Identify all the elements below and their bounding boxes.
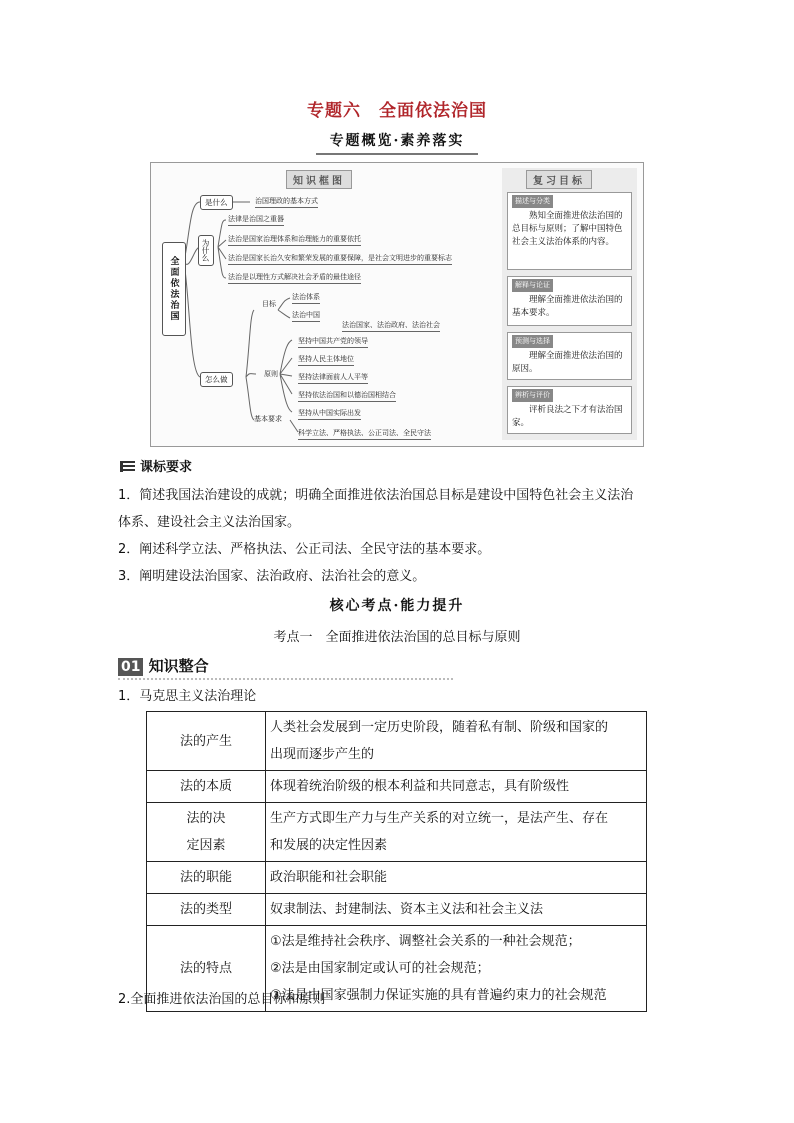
principle-item: 坚持人民主体地位 [298,354,354,366]
section-badge: 01 [118,658,143,676]
overview-banner-text: 专题概览·素养落实 [316,130,479,155]
basic-item: 科学立法、严格执法、公正司法、全民守法 [298,428,431,440]
table-row [147,862,647,894]
standards-heading [120,456,192,475]
table-value-line: 生产方式即生产力与生产关系的对立统一，是法产生、存在 [270,811,609,826]
table-value-cell [266,771,647,803]
table-value-line: 和发展的决定性因素 [270,838,388,853]
table-value-line: 奴隶制法、封建制法、资本主义法和社会主义法 [270,902,544,917]
goal-card [507,276,632,326]
what-item: 治国理政的基本方式 [255,196,318,208]
table-key-cell: 法的类型 [147,894,266,926]
table-key-cell: 法的产生 [147,712,266,771]
goal-card [507,192,632,270]
goal-card-text: 理解全面推进依法治国的基本要求。 [512,295,623,318]
principle-label: 原则 [264,370,278,378]
goal-card [507,386,632,434]
standards-heading-text: 课标要求 [140,460,193,475]
what-node: 是什么 [200,195,233,210]
table-row [147,894,647,926]
table-row [147,712,647,771]
goal-item: 法治体系 [292,292,320,304]
basic-label: 基本要求 [254,415,282,423]
table-value-cell [266,803,647,862]
table-value-line: ③法是由国家强制力保证实施的具有普遍约束力的社会规范 [270,988,607,1003]
why-item: 法治是国家治理体系和治理能力的重要依托 [228,234,361,246]
core-banner: 核心考点·能力提升 [329,598,465,614]
goal-card-tag: 描述与分类 [512,195,553,208]
why-item: 法治是以理性方式解决社会矛盾的最佳途径 [228,272,361,284]
table-value-line: 政治职能和社会职能 [270,870,388,885]
goal-card-text: 评析良法之下才有法治国家。 [512,405,623,428]
goals-tab: 复习目标 [526,170,592,189]
table-value-line: 人类社会发展到一定历史阶段，随着私有制、阶级和国家的 [270,720,609,735]
table-key-cell: 法的决 定因素 [147,803,266,862]
framework-tab: 知识框图 [286,170,352,189]
knowledge-section-header [118,655,453,680]
standard-item: 2．阐述科学立法、严格执法、公正司法、全民守法的基本要求。 [118,542,491,557]
standard-item: 体系、建设社会主义法治国家。 [118,515,301,530]
how-node: 怎么做 [200,372,233,387]
framework-root: 全面依法治国 [162,242,186,336]
table-key-cell: 法的特点 [147,926,266,1012]
standards-list [118,482,678,590]
why-item: 法治是国家长治久安和繁荣发展的重要保障，是社会文明进步的重要标志 [228,253,452,265]
goal-card-tag: 解释与论证 [512,279,553,292]
law-theory-table [146,711,647,1012]
principle-item: 坚持从中国实际出发 [298,408,361,420]
table-value-line: ②法是由国家制定或认可的社会规范； [270,961,490,976]
table-row [147,803,647,862]
standard-item: 1．简述我国法治建设的成就；明确全面推进依法治国总目标是建设中国特色社会主义法治 [118,488,634,503]
table-value-line: 体现着统治阶级的根本利益和共同意志，具有阶级性 [270,779,570,794]
page-title: 专题六 全面依法治国 [307,101,487,121]
why-item: 法律是治国之重器 [228,214,284,226]
goal-card-text: 理解全面推进依法治国的原因。 [512,351,623,374]
goal-card-tag: 预测与选择 [512,335,553,348]
table-value-cell [266,712,647,771]
goal-label: 目标 [262,300,276,308]
list-heading: 2.全面推进依法治国的总目标和原则 [118,992,326,1007]
goal-card-text: 熟知全面推进依法治国的总目标与原则；了解中国特色社会主义法治体系的内容。 [512,211,623,247]
table-value-cell [266,862,647,894]
exam-point-title: 考点一 全面推进依法治国的总目标与原则 [273,630,521,645]
standard-item: 3．阐明建设法治国家、法治政府、法治社会的意义。 [118,569,426,584]
principle-item: 坚持依法治国和以德治国相结合 [298,390,396,402]
goal-card-tag: 辨析与评价 [512,389,553,402]
list-icon [120,461,135,472]
table-key-cell: 法的本质 [147,771,266,803]
goal-item: 法治中国 [292,310,320,322]
principle-item: 坚持法律面前人人平等 [298,372,368,384]
table-row [147,771,647,803]
principle-item: 坚持中国共产党的领导 [298,336,368,348]
table-value-line: 出现而逐步产生的 [270,747,375,762]
table-value-cell [266,894,647,926]
table-value-line: ①法是维持社会秩序、调整社会关系的一种社会规范； [270,934,581,949]
section-title: 知识整合 [148,657,209,675]
table-key-cell: 法的职能 [147,862,266,894]
goal-card [507,332,632,380]
goal-item: 法治国家、法治政府、法治社会 [342,320,440,332]
overview-banner [0,130,794,155]
why-node: 为什么 [198,235,214,266]
list-heading: 1．马克思主义法治理论 [118,689,257,704]
